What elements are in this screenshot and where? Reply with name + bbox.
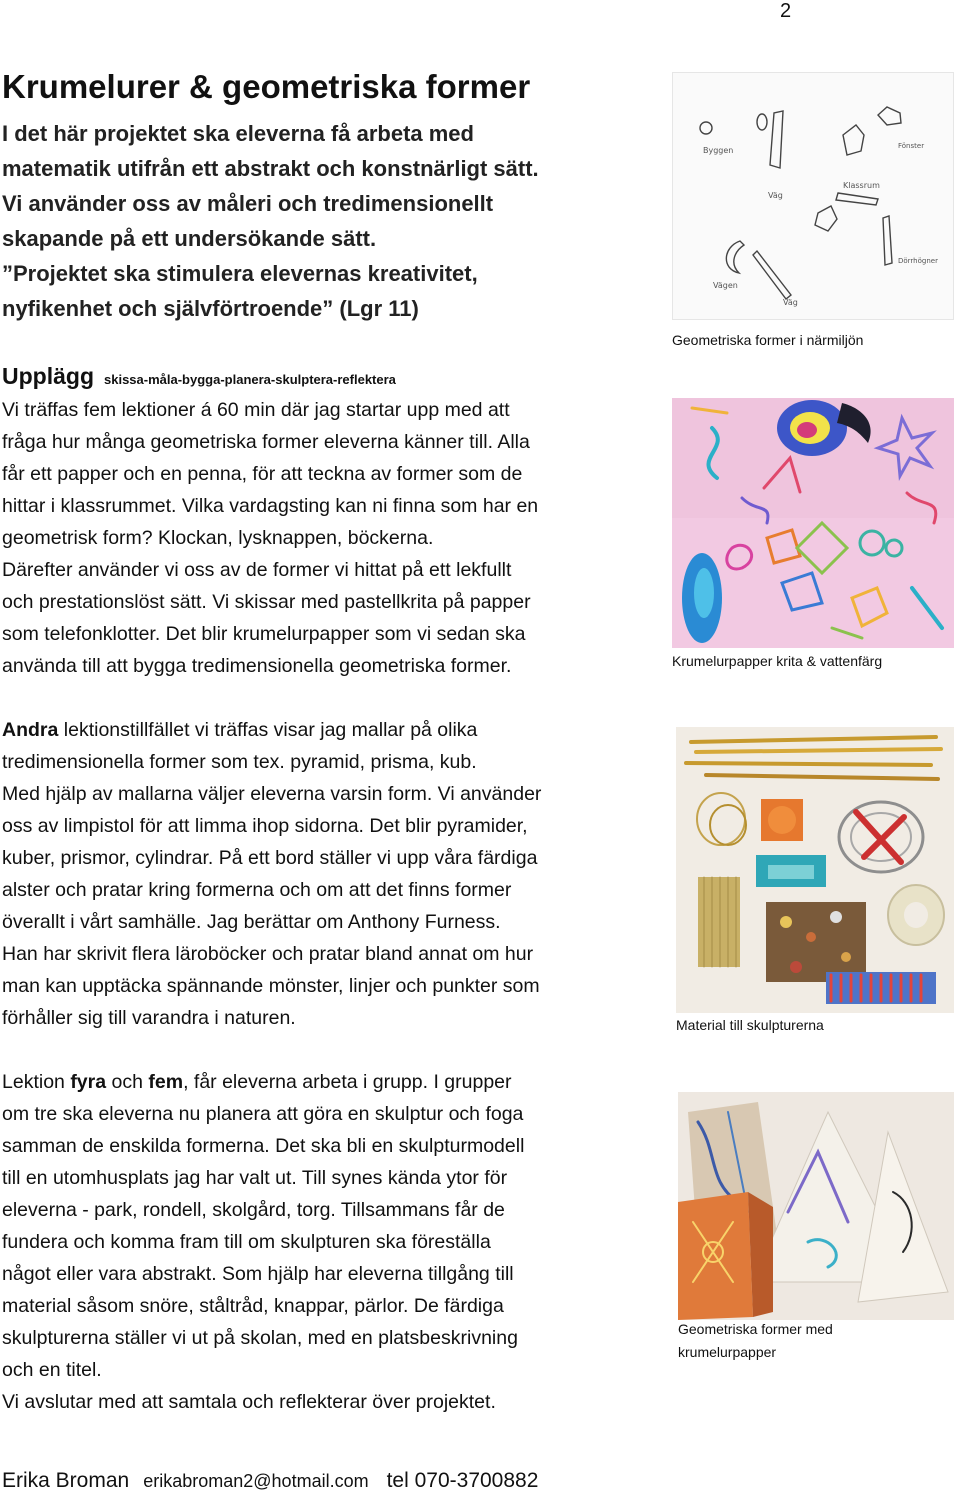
text-line: Vi avslutar med att samtala och reflekterar över projektet. bbox=[2, 1391, 496, 1413]
emphasis: Andra bbox=[2, 719, 59, 741]
emphasis: fyra bbox=[70, 1071, 107, 1093]
text-run: lektionstillfället vi träffas visar jag mallar på olika bbox=[58, 719, 478, 741]
lesson-four-five-text bbox=[2, 1066, 524, 1418]
caption: Material till skulpturerna bbox=[676, 1017, 824, 1033]
text-line: använda till att bygga tredimensionella geometriska former. bbox=[2, 655, 512, 677]
text-line: om tre ska eleverna nu planera att göra en skulptur och foga bbox=[2, 1103, 524, 1125]
caption: Krumelurpapper krita & vattenfärg bbox=[672, 653, 883, 669]
author-phone: tel 070-3700882 bbox=[386, 1469, 539, 1492]
text-line: Därefter använder vi oss av de former vi hittat på ett lekfullt bbox=[2, 559, 512, 581]
text-line: material såsom snöre, ståltråd, knappar, pärlor. De färdiga bbox=[2, 1295, 504, 1317]
intro-line: skapande på ett undersökande sätt. bbox=[2, 226, 377, 251]
caption bbox=[678, 1318, 833, 1364]
text-line bbox=[2, 714, 541, 746]
text-line: Han har skrivit flera läroböcker och pratar bland annat om hur bbox=[2, 943, 534, 965]
text-line: och prestationslöst sätt. Vi skissar med pastellkrita på papper bbox=[2, 591, 531, 613]
text-run: , får eleverna arbeta i grupp. I grupper bbox=[183, 1071, 512, 1093]
text-line: man kan upptäcka spännande mönster, linjer och punkter som bbox=[2, 975, 540, 997]
text-line: tredimensionella former som tex. pyramid, prisma, kub. bbox=[2, 751, 477, 773]
text-line: fråga hur många geometriska former eleverna känner till. Alla bbox=[2, 431, 530, 453]
text-line bbox=[2, 1066, 524, 1098]
text-line: kuber, prismor, cylindrar. På ett bord ställer vi upp våra färdiga bbox=[2, 847, 538, 869]
sketch-photo bbox=[672, 72, 954, 320]
caption-line: krumelurpapper bbox=[678, 1344, 777, 1360]
section-subtitle: skissa-måla-bygga-planera-skulptera-reflektera bbox=[104, 372, 396, 387]
section-heading bbox=[2, 363, 396, 390]
text-line: förhåller sig till varandra i naturen. bbox=[2, 1007, 296, 1029]
sculptures-photo bbox=[678, 1092, 954, 1320]
text-run: Lektion bbox=[2, 1071, 71, 1093]
text-line: hittar i klassrummet. Vilka vardagsting kan ni finna som har en bbox=[2, 495, 539, 517]
text-line: Med hjälp av mallarna väljer eleverna varsin form. Vi använder bbox=[2, 783, 542, 805]
sketch-label: Dörrhögner bbox=[898, 257, 938, 265]
intro-text bbox=[2, 116, 642, 326]
intro-line: matematik utifrån ett abstrakt och konstnärligt sätt. bbox=[2, 156, 539, 181]
text-line: alster och pratar kring formerna och om att det finns former bbox=[2, 879, 512, 901]
intro-line: Vi använder oss av måleri och tredimensionellt bbox=[2, 191, 494, 216]
sketch-label: Väg bbox=[768, 191, 783, 200]
sketch-label: Väg bbox=[783, 298, 798, 307]
intro-line: I det här projektet ska eleverna få arbeta med bbox=[2, 121, 474, 146]
materials-photo bbox=[676, 727, 954, 1013]
text-line: något eller vara abstrakt. Som hjälp har eleverna tillgång till bbox=[2, 1263, 514, 1285]
text-line: oss av limpistol för att limma ihop sidorna. Det blir pyramider, bbox=[2, 815, 528, 837]
text-line: överallt i vårt samhälle. Jag berättar om Anthony Furness. bbox=[2, 911, 501, 933]
text-line: geometrisk form? Klockan, lysknappen, böckerna. bbox=[2, 527, 434, 549]
text-line: fundera och komma fram till om skulpturen ska föreställa bbox=[2, 1231, 491, 1253]
text-line: Vi träffas fem lektioner á 60 min där jag startar upp med att bbox=[2, 399, 510, 421]
sketch-label: Klassrum bbox=[843, 181, 880, 190]
emphasis: fem bbox=[148, 1071, 184, 1093]
section-title: Upplägg bbox=[2, 363, 94, 389]
text-line: till en utomhusplats jag har valt ut. Till synes kända ytor för bbox=[2, 1167, 508, 1189]
page-number: 2 bbox=[780, 0, 792, 22]
footer bbox=[2, 1469, 538, 1493]
text-run: och bbox=[106, 1071, 149, 1093]
sketch-label: Vägen bbox=[713, 281, 738, 290]
intro-line: nyfikenhet och självförtroende” (Lgr 11) bbox=[2, 296, 419, 321]
text-line: och en titel. bbox=[2, 1359, 102, 1381]
sketch-label: Fönster bbox=[898, 142, 925, 150]
text-line: får ett papper och en penna, för att teckna av former som de bbox=[2, 463, 523, 485]
text-line: som telefonklotter. Det blir krumelurpapper som vi sedan ska bbox=[2, 623, 526, 645]
text-line: eleverna - park, rondell, skolgård, torg. Tillsammans får de bbox=[2, 1199, 505, 1221]
intro-line: ”Projektet ska stimulera elevernas kreativitet, bbox=[2, 261, 478, 286]
author-name: Erika Broman bbox=[2, 1469, 130, 1492]
caption: Geometriska former i närmiljön bbox=[672, 332, 864, 348]
sketch-label: Byggen bbox=[703, 146, 734, 155]
caption-line: Geometriska former med bbox=[678, 1321, 833, 1337]
lesson-two-text bbox=[2, 714, 541, 1034]
author-email: erikabroman2@hotmail.com bbox=[143, 1471, 369, 1491]
lesson-one-text bbox=[2, 394, 538, 682]
text-line: skulpturerna ställer vi ut på skolan, med en platsbeskrivning bbox=[2, 1327, 518, 1349]
page-title: Krumelurer & geometriska former bbox=[2, 68, 531, 105]
krumelur-paper-photo bbox=[672, 398, 954, 648]
text-line: samman de enskilda formerna. Det ska bli en skulpturmodell bbox=[2, 1135, 525, 1157]
